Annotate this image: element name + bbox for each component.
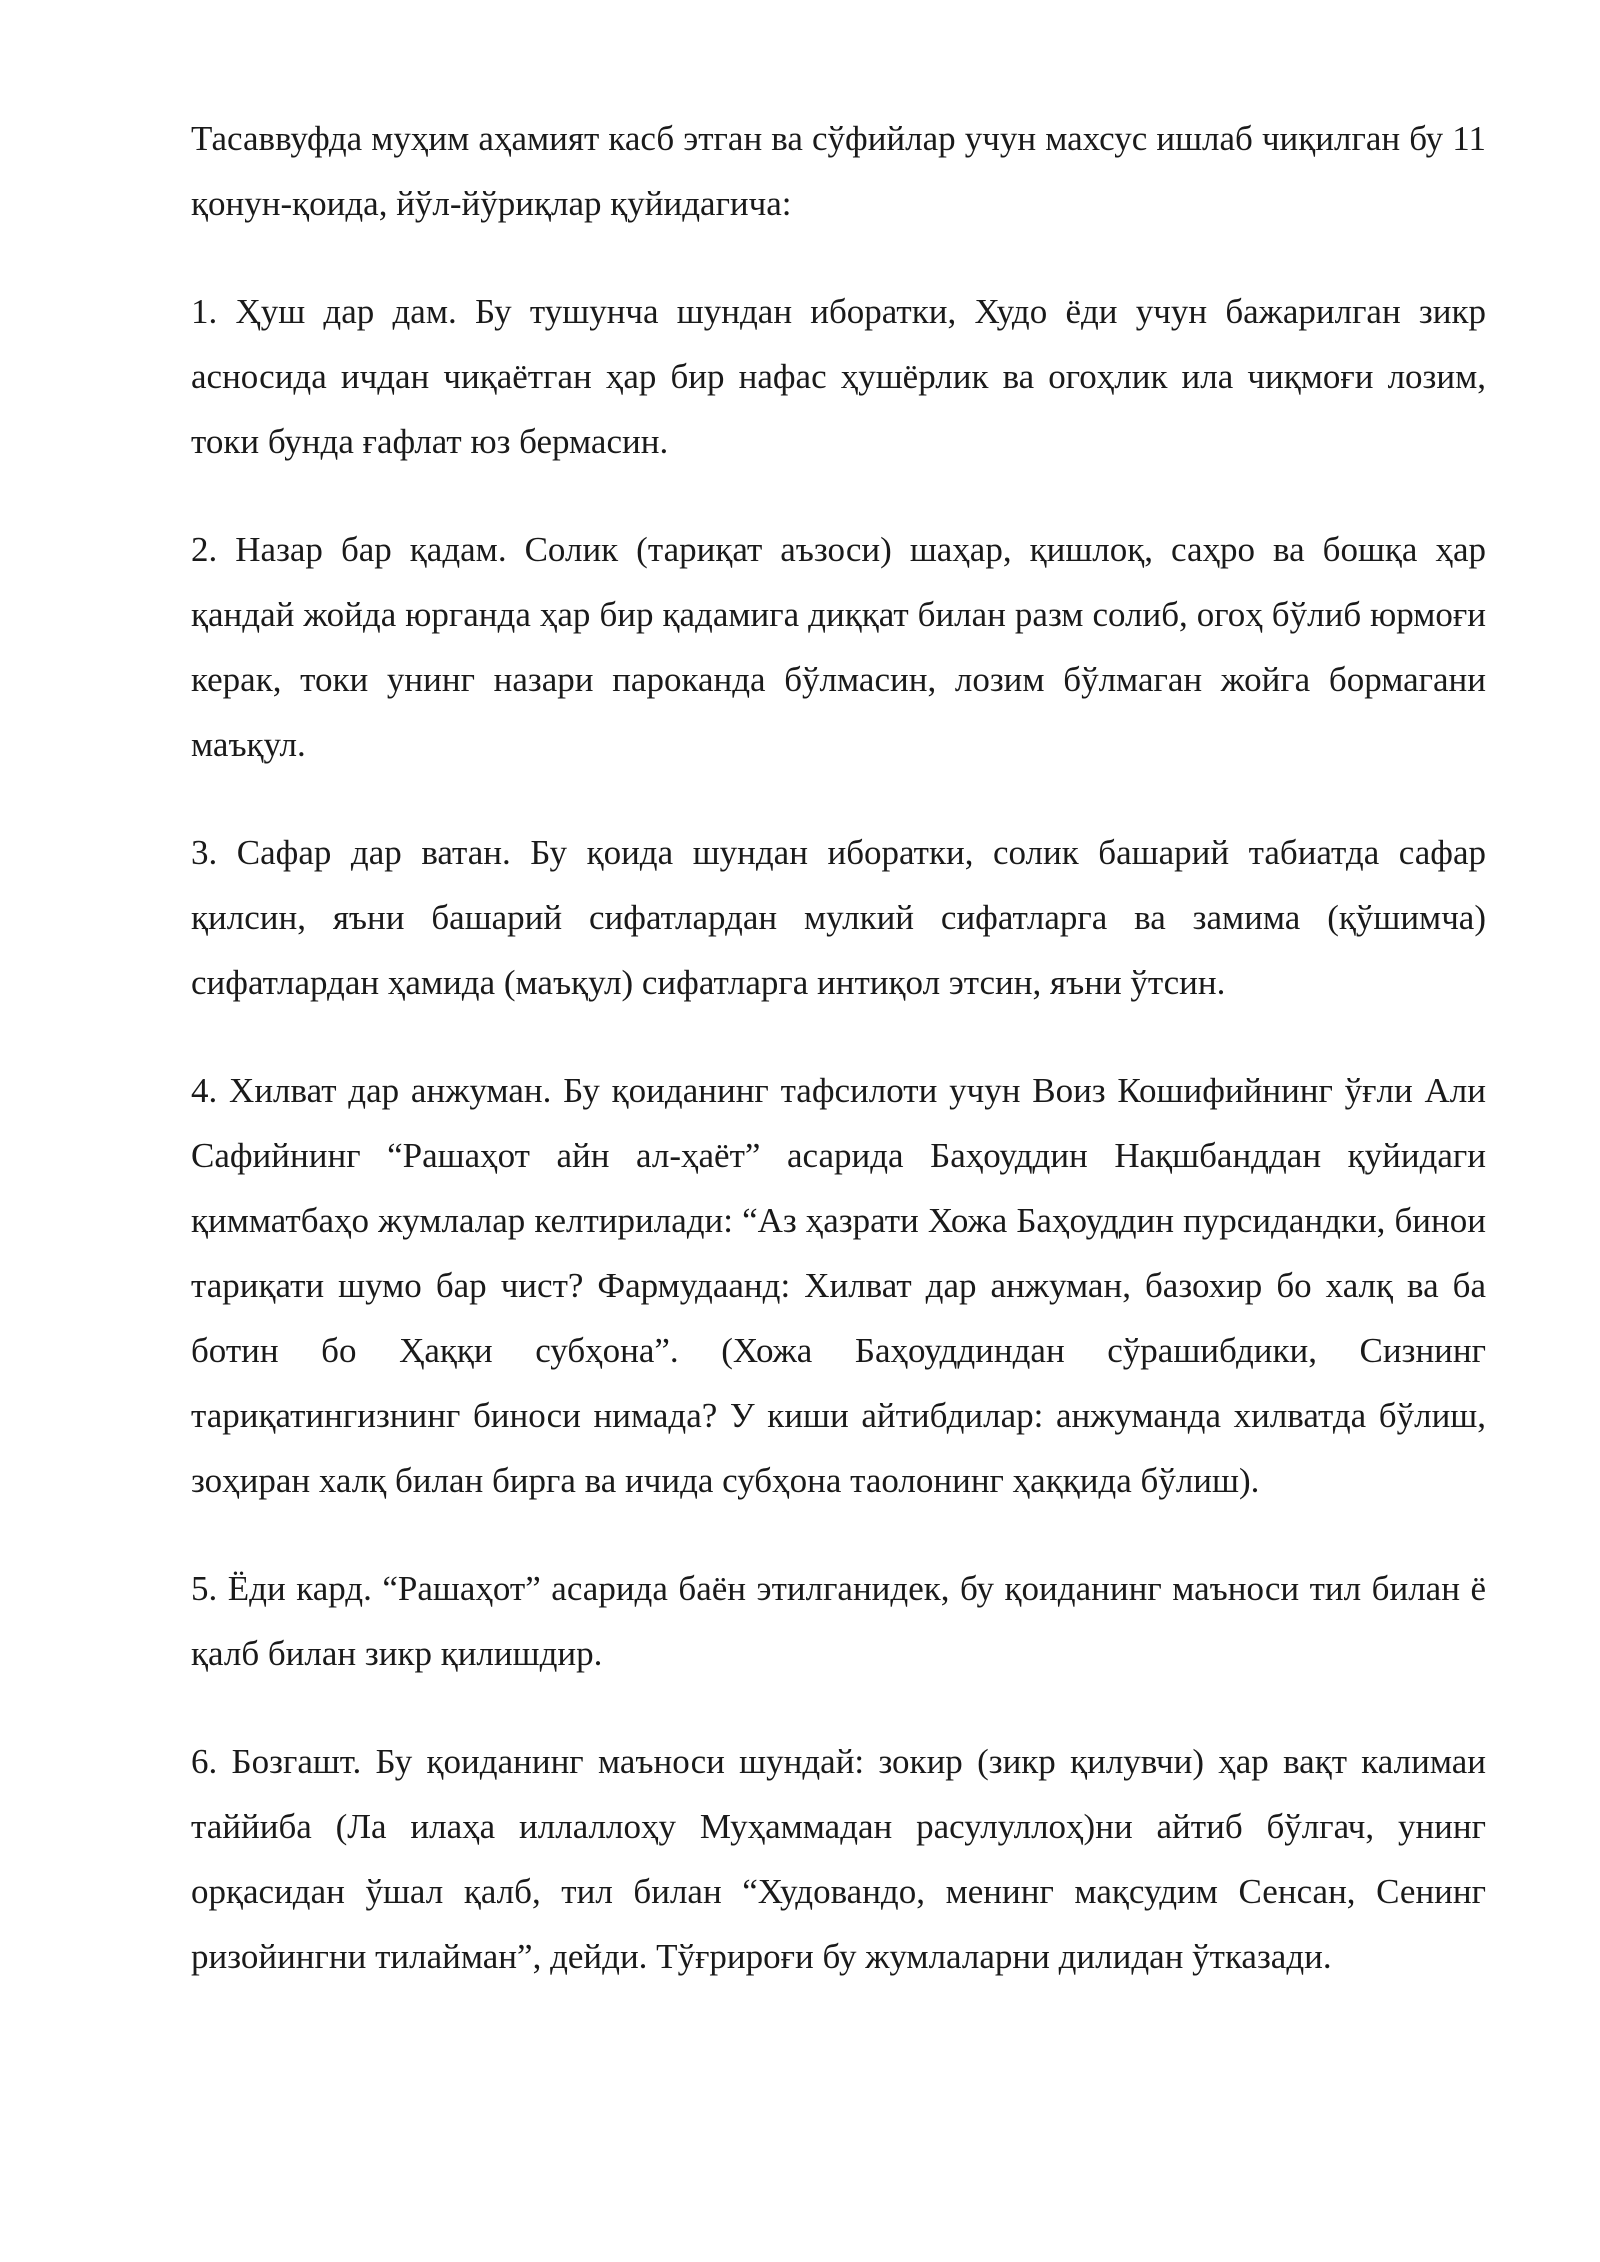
rule-paragraph-3: 3. Сафар дар ватан. Бу қоида шундан иборатки, солик башарий табиатда сафар қилсин, яъни башарий сифатлардан мулкий сифатларга ва замима (қўшимча) сифатлардан ҳамида (маъқул) сифатларга интиқол этсин, яъни ўтсин.	[191, 833, 1486, 1002]
rule-paragraph-6: 6. Бозгашт. Бу қоиданинг маъноси шундай: зокир (зикр қилувчи) ҳар вақт калимаи таййиба (Ла илаҳа иллаллоҳу Муҳаммадан расулуллоҳ)ни айтиб бўлгач, унинг орқасидан ўшал қалб, тил билан “Худовандо, менинг мақсудим Сенсан, Сенинг ризойингни тилайман”, дейди. Тўғрироғи бу жумлаларни дилидан ўтказади.	[191, 1742, 1486, 1976]
intro-paragraph: Тасаввуфда муҳим аҳамият касб этган ва сўфийлар учун махсус ишлаб чиқилган бу 11 қонун-қоида, йўл-йўриқлар қуйидагича:	[191, 119, 1486, 223]
document-body	[191, 106, 1486, 2032]
rule-paragraph-1: 1. Ҳуш дар дам. Бу тушунча шундан иборатки, Худо ёди учун бажарилган зикр асносида ичдан чиқаётган ҳар бир нафас ҳушёрлик ва огоҳлик ила чиқмоғи лозим, токи бунда ғафлат юз бермасин.	[191, 292, 1486, 461]
rule-paragraph-5: 5. Ёди кард. “Рашаҳот” асарида баён этилганидек, бу қоиданинг маъноси тил билан ё қалб билан зикр қилишдир.	[191, 1569, 1486, 1673]
rule-paragraph-2: 2. Назар бар қадам. Солик (тариқат аъзоси) шаҳар, қишлоқ, саҳро ва бошқа ҳар қандай жойда юрганда ҳар бир қадамига диққат билан разм солиб, огоҳ бўлиб юрмоғи керак, токи унинг назари пароканда бўлмасин, лозим бўлмаган жойга бормагани маъқул.	[191, 530, 1486, 764]
rule-paragraph-4: 4. Хилват дар анжуман. Бу қоиданинг тафсилоти учун Воиз Кошифийнинг ўғли Али Сафийнинг “Рашаҳот айн ал-ҳаёт” асарида Баҳоуддин Нақшбанддан қуйидаги қимматбаҳо жумлалар келтирилади: “Аз ҳазрати Хожа Баҳоуддин пурсидандки, бинои тариқати шумо бар чист? Фармудаанд: Хилват дар анжуман, базохир бо халқ ва ба ботин бо Ҳаққи субҳона”. (Хожа Баҳоуддиндан сўрашибдики, Сизнинг тариқатингизнинг биноси нимада? У киши айтибдилар: анжуманда хилватда бўлиш, зоҳиран халқ билан бирга ва ичида субҳона таолонинг ҳаққида бўлиш).	[191, 1071, 1486, 1500]
